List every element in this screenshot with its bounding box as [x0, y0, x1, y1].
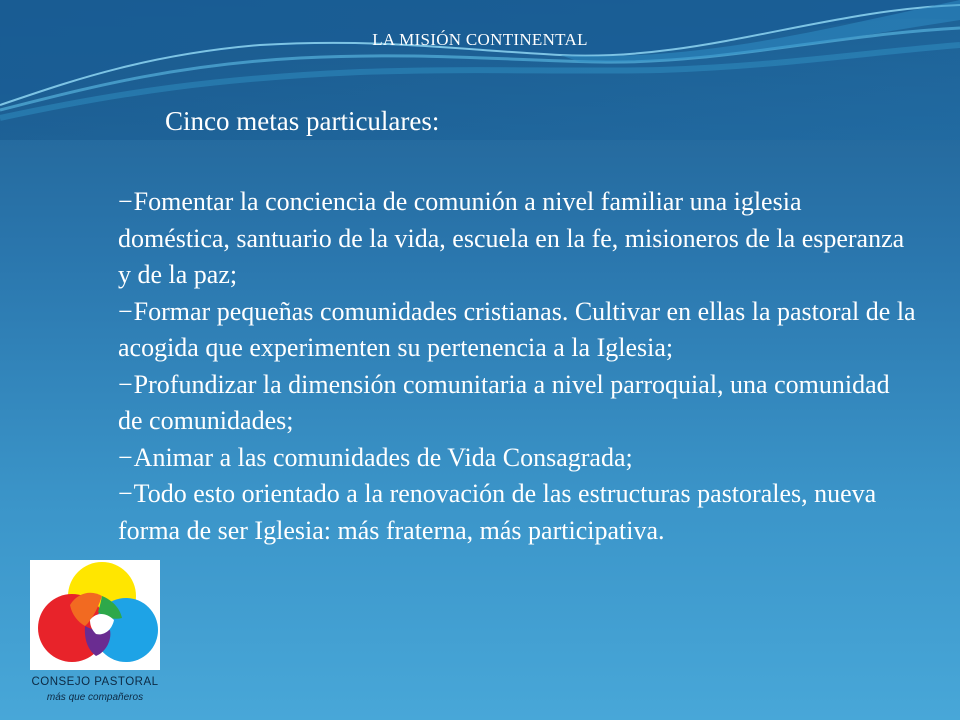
logo-tagline: más que compañeros — [46, 692, 144, 703]
goal-item — [118, 440, 918, 477]
goal-item — [118, 184, 918, 294]
bullet-dash: − — [118, 369, 133, 399]
goal-text: Todo esto orientado a la renovación de las estructuras pastorales, nueva forma de ser Iglesia: más fraterna, más participativa. — [118, 479, 877, 545]
goal-item — [118, 294, 918, 367]
council-logo — [30, 560, 160, 670]
bullet-dash: − — [118, 187, 133, 216]
bullet-dash: − — [118, 479, 133, 508]
goals-list — [118, 184, 918, 549]
goal-text: Formar pequeñas comunidades cristianas. Cultivar en ellas la pastoral de la acogida que experimenten su pertenencia a la Iglesia; — [118, 296, 916, 362]
logo-name: CONSEJO PASTORAL — [31, 676, 159, 688]
goal-item — [118, 367, 918, 440]
goal-item — [118, 476, 918, 549]
slide-header: LA MISIÓN CONTINENTAL — [372, 30, 588, 49]
wave-decoration — [0, 0, 960, 140]
goal-text: Fomentar la conciencia de comunión a nivel familiar una iglesia doméstica, santuario de la vida, escuela en la fe, misioneros de la esperanza y de la paz; — [118, 187, 905, 289]
bullet-dash: − — [118, 442, 133, 472]
bullet-dash: − — [118, 296, 133, 326]
color-circles-icon — [30, 560, 160, 670]
goals-subtitle: Cinco metas particulares: — [165, 106, 440, 136]
goal-text: Animar a las comunidades de Vida Consagrada; — [133, 442, 633, 472]
goal-text: Profundizar la dimensión comunitaria a nivel parroquial, una comunidad de comunidades; — [118, 369, 890, 435]
